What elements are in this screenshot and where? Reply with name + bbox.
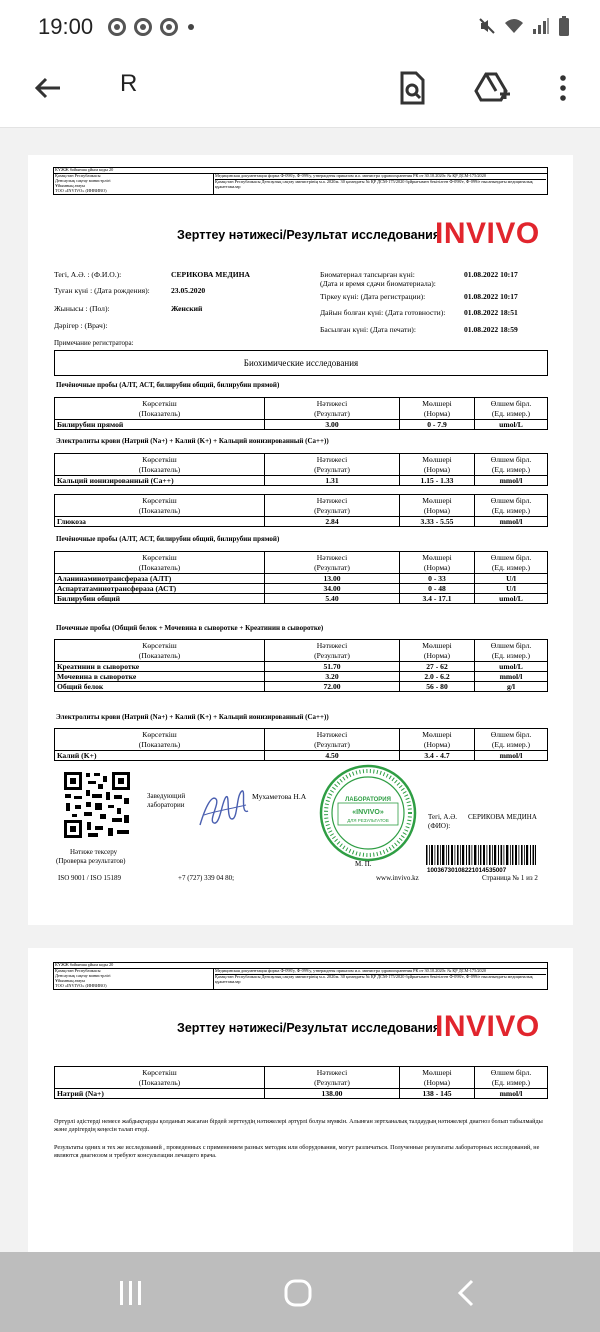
results-table: Көрсеткіш (Показатель) Нәтижесі (Результат) Мөлшері (Норма) Өлшем бірл. (Ед. измер.) Аланинаминотрансфераза (АЛТ) 13.00 0 - 33 U/l Аспартатаминотрансфераза (АСТ) 34.00 0 - 48 U/l Билирубин общий 5.40 3.4 - 17.1 umol/L [54, 551, 548, 604]
test-result: 72.00 [265, 682, 400, 692]
test-norm: 27 - 62 [400, 662, 475, 672]
system-nav-bar [0, 1252, 600, 1332]
table-row [55, 594, 548, 604]
chrome-notification-icon [160, 18, 178, 36]
test-result: 1.31 [265, 476, 400, 486]
col-header-unit: Өлшем бірл. (Ед. измер.) [475, 398, 548, 420]
print-label: Басылған күні: (Дата печати): [320, 325, 416, 334]
document-title: R [120, 70, 138, 97]
test-norm: 3.4 - 4.7 [400, 751, 475, 761]
doctor-label: Дәрігер : (Врач): [54, 321, 108, 330]
invivo-logo: INVIVO [435, 217, 540, 250]
table-row [55, 420, 548, 430]
signal-icon [532, 17, 550, 35]
test-name: Калий (K+) [55, 751, 265, 761]
test-unit: umol/L [475, 662, 548, 672]
status-bar [0, 0, 600, 56]
table-row [55, 662, 548, 672]
head-lab-label: лаборатории [147, 801, 185, 809]
header-form-note: Медицинская документация форма Ф-098/у, Ф-099/у, утверждены приказом и.о. министра здравоохранения РК от 30.10.2020г. № ҚР ДСМ-175/2020 [215, 172, 487, 178]
test-name: Креатинин в сыворотке [55, 662, 265, 672]
test-norm: 56 - 80 [400, 682, 475, 692]
test-result: 5.40 [265, 594, 400, 604]
header-form-note: Медицинская документация форма Ф-098/у, Ф-099/у, утверждены приказом и.о. министра здравоохранения РК от 30.10.2020г. № ҚР ДСМ-175/2020 [215, 967, 487, 973]
head-lab-label: Заведующий [147, 792, 186, 800]
test-unit: U/l [475, 584, 548, 594]
website-link[interactable]: www.invivo.kz [376, 874, 419, 882]
org-code: КҮЖЖ бойынша ұйым коды 20 [54, 168, 548, 174]
results-table: Көрсеткіш (Показатель) Нәтижесі (Результат) Мөлшері (Норма) Өлшем бірл. (Ед. измер.) Натрий (Na+) 138.00 138 - 145 mmol/l [54, 1066, 548, 1099]
org-code: КҮЖЖ бойынша ұйым коды 20 [54, 963, 548, 969]
ready-date: 01.08.2022 18:51 [464, 308, 518, 317]
test-result: 138.00 [265, 1089, 400, 1099]
add-to-drive-icon[interactable] [474, 70, 510, 106]
page-header-table [53, 167, 548, 195]
svg-text:ЛАБОРАТОРИЯ: ЛАБОРАТОРИЯ [345, 797, 391, 803]
patient-fio-label: Тегі, А.Ә. [428, 813, 458, 821]
verify-label: (Проверка результатов) [56, 857, 126, 865]
test-result: 51.70 [265, 662, 400, 672]
table-row [55, 476, 548, 486]
document-heading: Зерттеу нәтижесі/Результат исследования [177, 1021, 441, 1035]
test-result: 4.50 [265, 751, 400, 761]
results-table: Көрсеткіш (Показатель) Нәтижесі (Результат) Мөлшері (Норма) Өлшем бірл. (Ед. измер.) Калий (K+) 4.50 3.4 - 4.7 mmol/l [54, 728, 548, 761]
test-name: Билирубин прямой [55, 420, 265, 430]
test-name: Кальций ионизированный (Са++) [55, 476, 265, 486]
qr-code-icon[interactable] [62, 770, 132, 840]
svg-text:«INVIVO»: «INVIVO» [352, 809, 384, 816]
fio-label: Тегі, А.Ә. : (Ф.И.О.): [54, 270, 122, 279]
page-header-table [53, 962, 548, 990]
find-in-page-icon[interactable] [394, 70, 430, 106]
header-line: ТОО «INVIVO» (ИНВИВО) [55, 187, 107, 193]
table-row [55, 672, 548, 682]
biomaterial-label: Биоматериал тапсырған күні: [320, 270, 415, 279]
test-name: Мочевина в сыворотке [55, 672, 265, 682]
test-norm: 2.0 - 6.2 [400, 672, 475, 682]
more-options-icon[interactable] [548, 70, 578, 106]
test-norm: 0 - 33 [400, 574, 475, 584]
test-result: 13.00 [265, 574, 400, 584]
section-title: Биохимические исследования [54, 350, 548, 376]
header-line: Қазақстан Республикасы [55, 172, 101, 178]
invivo-logo: INVIVO [435, 1010, 540, 1043]
col-header-norm: Мөлшері (Норма) [400, 398, 475, 420]
test-unit: mmol/l [475, 751, 548, 761]
table-row [55, 1089, 548, 1099]
results-table [54, 397, 548, 430]
biomaterial-label: (Дата и время сдачи биоматериала): [320, 279, 436, 288]
mute-icon [478, 17, 496, 35]
ready-label: Дайын болған күні: (Дата готовности): [320, 308, 446, 317]
test-unit: umol/L [475, 420, 548, 430]
col-header-indicator: Көрсеткіш (Показатель) [55, 398, 265, 420]
sex-value: Женский [171, 304, 203, 313]
test-unit: umol/L [475, 594, 548, 604]
back-arrow-icon[interactable] [32, 72, 64, 104]
group-title: Электролиты крови (Натрий (Na+) + Калий (K+) + Кальций ионизированный (Са++)) [56, 437, 329, 445]
test-norm: 3.33 - 5.55 [400, 517, 475, 527]
group-title: Электролиты крови (Натрий (Na+) + Калий (K+) + Кальций ионизированный (Са++)) [56, 713, 329, 721]
results-table: Көрсеткіш (Показатель) Нәтижесі (Результат) Мөлшері (Норма) Өлшем бірл. (Ед. измер.) Кальций ионизированный (Са++) 1.31 1.15 - 1.33 mmol/l [54, 453, 548, 486]
header-line: Ұйымның атауы [55, 182, 86, 188]
results-table: Көрсеткіш (Показатель) Нәтижесі (Результат) Мөлшері (Норма) Өлшем бірл. (Ед. измер.) Креатинин в сыворотке 51.70 27 - 62 umol/L Мочевина в сыворотке 3.20 2.0 - 6.2 mmol/l Общий белок 72.00 56 - 80 g/l [54, 639, 548, 692]
sex-label: Жынысы : (Пол): [54, 304, 110, 313]
barcode-number: 10036730108221014535007 [427, 867, 507, 874]
test-norm: 3.4 - 17.1 [400, 594, 475, 604]
table-row [55, 682, 548, 692]
test-name: Билирубин общий [55, 594, 265, 604]
test-result: 34.00 [265, 584, 400, 594]
nav-back-icon[interactable] [452, 1278, 482, 1308]
disclaimer-ru: Результаты одних и тех же исследований , проведенных с применением разных методик или оборудования, могут различаться. Полученные результаты лабораторных исследований, не являются диагнозом и требуют консультации лечащего врача. [54, 1144, 540, 1159]
home-icon[interactable] [283, 1278, 313, 1308]
battery-icon [558, 16, 570, 36]
test-result: 3.20 [265, 672, 400, 682]
test-norm: 1.15 - 1.33 [400, 476, 475, 486]
test-name: Аспартатаминотрансфераза (АСТ) [55, 584, 265, 594]
laboratory-stamp [318, 763, 418, 863]
stamp-place-label: М. П. [355, 860, 372, 868]
biomaterial-date: 01.08.2022 10:17 [464, 270, 518, 279]
print-date: 01.08.2022 18:59 [464, 325, 518, 334]
signature-image [196, 785, 252, 833]
table-row [55, 584, 548, 594]
patient-fio-value: СЕРИКОВА МЕДИНА [468, 813, 537, 821]
verify-label: Нәтиже тексеру [70, 848, 118, 856]
app-bar [0, 56, 600, 128]
phone: +7 (727) 339 04 80; [178, 874, 235, 882]
header-line: ТОО «INVIVO» (ИНВИВО) [55, 982, 107, 988]
test-name: Общий белок [55, 682, 265, 692]
fio-value: СЕРИКОВА МЕДИНА [171, 270, 251, 279]
header-line: Ұйымның атауы [55, 977, 86, 983]
more-notifications-icon [188, 24, 194, 30]
chrome-notification-icon [108, 18, 126, 36]
patient-fio-label: (ФИО): [428, 822, 451, 830]
test-unit: g/l [475, 682, 548, 692]
test-unit: U/l [475, 574, 548, 584]
test-unit: mmol/l [475, 517, 548, 527]
dob-value: 23.05.2020 [171, 286, 206, 295]
pdf-page-1 [28, 155, 573, 925]
registration-date: 01.08.2022 10:17 [464, 292, 518, 301]
header-line: Денсаулық сақтау министрлігі [55, 972, 111, 978]
test-result: 3.00 [265, 420, 400, 430]
results-table: Көрсеткіш (Показатель) Нәтижесі (Результат) Мөлшері (Норма) Өлшем бірл. (Ед. измер.) Глюкоза 2.84 3.33 - 5.55 mmol/l [54, 494, 548, 527]
table-row [55, 517, 548, 527]
head-lab-name: Мухаметова Н.А [252, 792, 307, 801]
test-name: Аланинаминотрансфераза (АЛТ) [55, 574, 265, 584]
test-unit: mmol/l [475, 1089, 548, 1099]
test-name: Натрий (Na+) [55, 1089, 265, 1099]
document-heading: Зерттеу нәтижесі/Результат исследования [177, 228, 441, 242]
iso-label: ISO 9001 / ISO 15189 [58, 874, 122, 882]
col-header-result: Нәтижесі (Результат) [265, 398, 400, 420]
test-unit: mmol/l [475, 672, 548, 682]
table-row [55, 751, 548, 761]
test-name: Глюкоза [55, 517, 265, 527]
test-norm: 0 - 48 [400, 584, 475, 594]
pdf-page-2 [28, 948, 573, 1253]
registration-label: Тіркеу күні: (Дата регистрации): [320, 292, 426, 301]
svg-text:ДЛЯ РЕЗУЛЬТАТОВ: ДЛЯ РЕЗУЛЬТАТОВ [347, 818, 389, 823]
barcode-image [426, 845, 536, 865]
page-number: Страница № 1 из 2 [482, 874, 538, 882]
header-form-note: Қазақстан Республикасы Денсаулық сақтау министрінің м.а. 2020ж. 30 қазандағы № ҚР ДСМ-175/2020 бұйрығымен бекітілген Ф-098/е, Ф-099/е нысанындағы медициналық құжаттамалар [215, 974, 546, 985]
header-form-note: Қазақстан Республикасы Денсаулық сақтау министрінің м.а. 2020ж. 30 қазандағы № ҚР ДСМ-175/2020 бұйрығымен бекітілген Ф-098/е, Ф-099/е нысанындағы медициналық құжаттамалар [215, 179, 546, 190]
chrome-notification-icon [134, 18, 152, 36]
header-line: Қазақстан Республикасы [55, 967, 101, 973]
test-unit: mmol/l [475, 476, 548, 486]
header-line: Денсаулық сақтау министрлігі [55, 177, 111, 183]
test-norm: 0 - 7.9 [400, 420, 475, 430]
recent-apps-icon[interactable] [116, 1278, 146, 1308]
test-result: 2.84 [265, 517, 400, 527]
disclaimer-kz: Әртүрлі әдістерді немесе жабдықтарды қолданып жасаған бірдей зерттеудің нәтижелері әртүрлі болуы мүмкін. Алынған зертханалық талдаудың нәтижелері диагноз болып табылмайды және дәрігердің кеңесін талап етеді. [54, 1118, 543, 1133]
dob-label: Туған күні : (Дата рождения): [54, 286, 150, 295]
registrar-note-label: Примечание регистратора: [54, 339, 134, 347]
table-row [55, 574, 548, 584]
group-title: Почечные пробы (Общий белок + Мочевина в сыворотке + Креатинин в сыворотке) [56, 624, 324, 632]
group-title: Печёночные пробы (АЛТ, АСТ, билирубин общий, билирубин прямой) [56, 535, 280, 543]
wifi-icon [504, 17, 524, 35]
status-time: 19:00 [38, 14, 94, 39]
test-norm: 138 - 145 [400, 1089, 475, 1099]
group-title: Печёночные пробы (АЛТ, АСТ, билирубин общий, билирубин прямой) [56, 381, 280, 389]
